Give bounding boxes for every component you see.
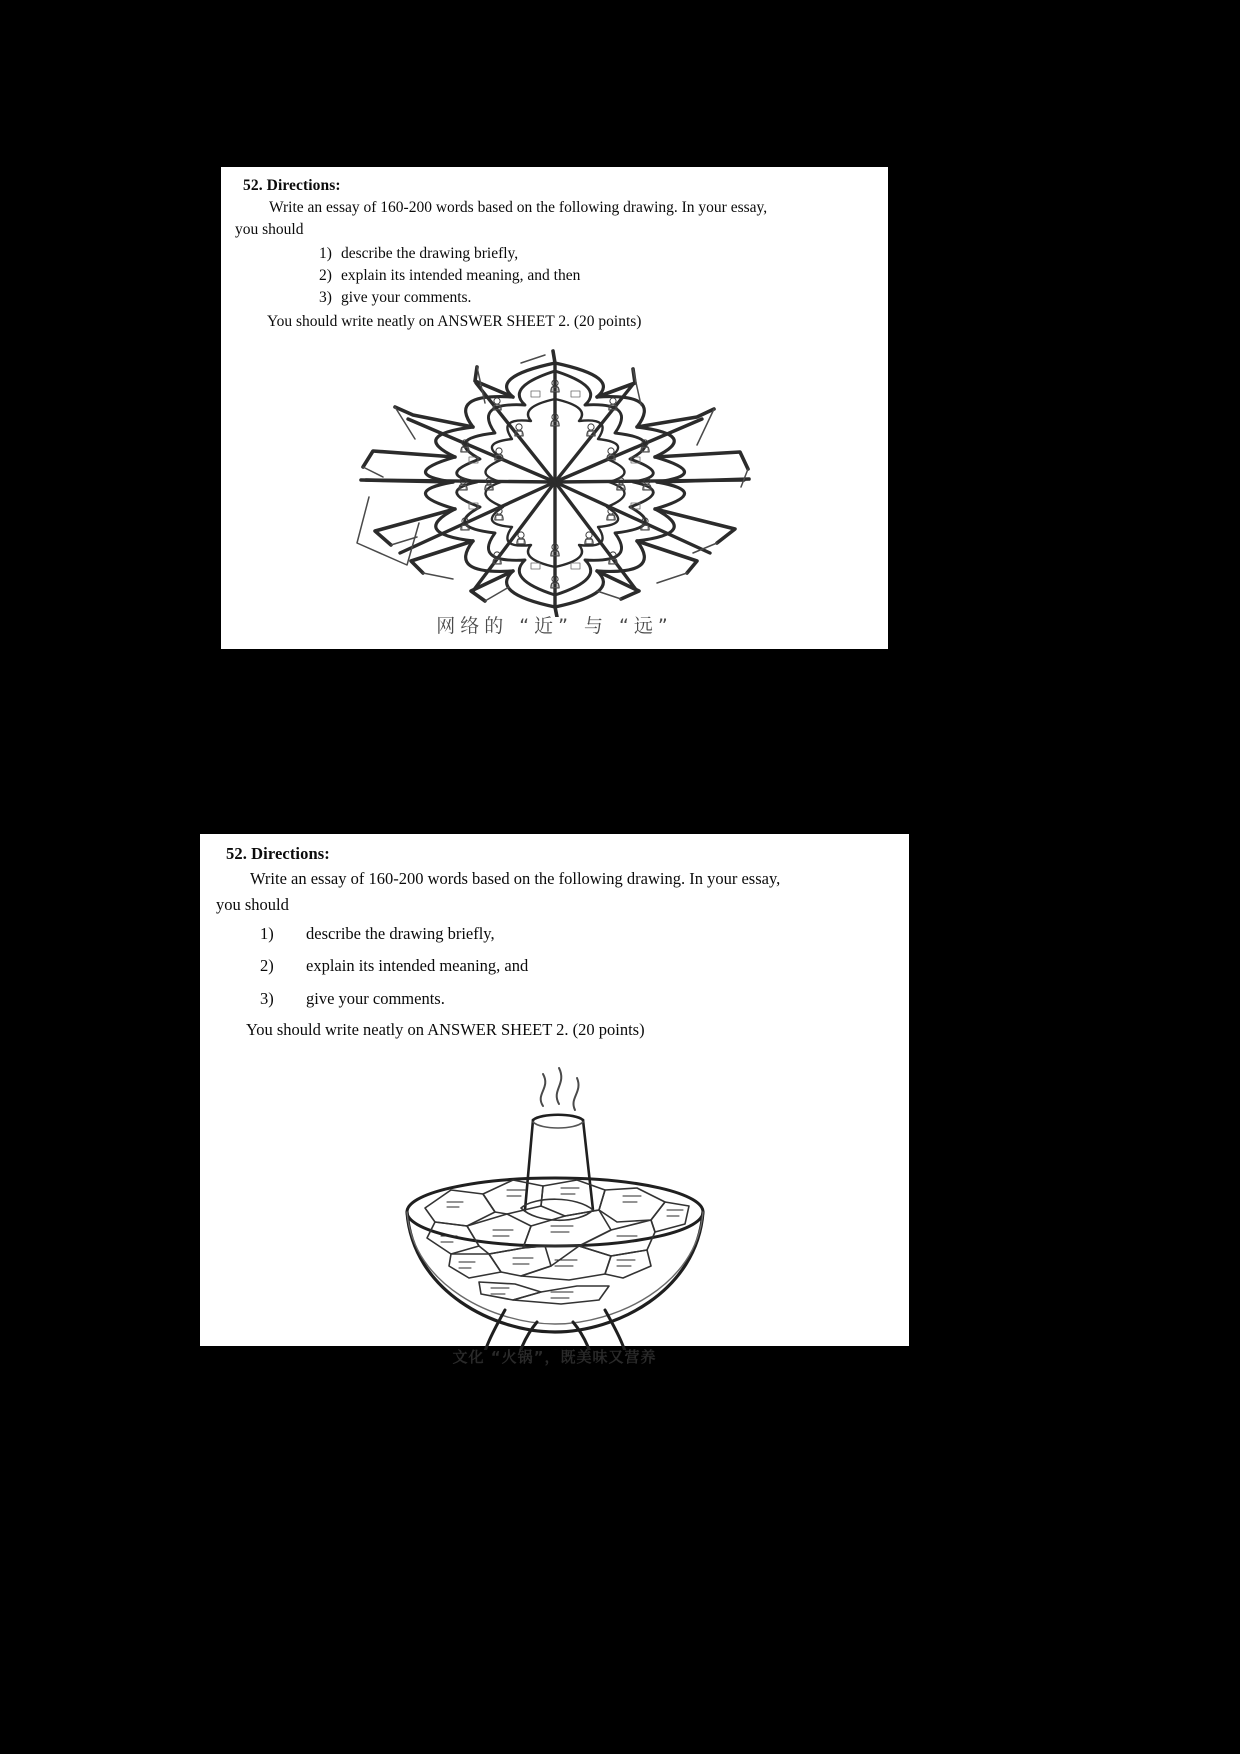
req-text: explain its intended meaning, and then (341, 267, 581, 284)
drawing-caption: 网络的 “近” 与 “远” (436, 615, 673, 637)
list-item (319, 287, 874, 309)
intro-text: Write an essay of 160-200 words based on the following drawing. In your essay, (269, 199, 768, 216)
intro-text: Write an essay of 160-200 words based on the following drawing. In your essay, (250, 869, 781, 888)
page-title: 52. Directions: (226, 844, 330, 863)
directions-block-web (221, 167, 888, 649)
hot-pot-drawing (216, 1060, 893, 1390)
list-item (319, 243, 874, 265)
spider-web-drawing (235, 347, 874, 647)
list-item (260, 921, 893, 947)
page-title: 52. Directions: (243, 177, 341, 194)
intro-continuation: you should (216, 895, 289, 915)
req-number: 3) (260, 988, 274, 1008)
requirements-list (235, 243, 874, 309)
req-text: describe the drawing briefly, (306, 923, 495, 943)
list-item (260, 986, 893, 1012)
closing-instruction: You should write neatly on ANSWER SHEET 2. (20 points) (246, 1020, 645, 1040)
intro-paragraph (235, 197, 874, 241)
req-text: give your comments. (306, 988, 445, 1008)
req-text: explain its intended meaning, and (306, 956, 529, 976)
intro-continuation: you should (235, 221, 304, 238)
req-number: 2) (260, 956, 274, 976)
req-number: 1) (319, 245, 332, 262)
directions-block-hotpot (200, 834, 909, 1366)
culture-hot-pot-icon (355, 1060, 755, 1350)
requirements-list (216, 921, 893, 1012)
req-number: 1) (260, 923, 274, 943)
spider-web-icon (345, 347, 765, 617)
list-item (260, 953, 893, 979)
req-number: 2) (319, 267, 332, 284)
drawing-caption: 文化 “火锅”，既美味又营养 (452, 1347, 657, 1366)
intro-paragraph (216, 866, 893, 919)
req-text: give your comments. (341, 289, 472, 306)
req-number: 3) (319, 289, 332, 306)
closing-instruction: You should write neatly on ANSWER SHEET 2. (20 points) (267, 313, 642, 330)
list-item (319, 265, 874, 287)
req-text: describe the drawing briefly, (341, 245, 519, 262)
